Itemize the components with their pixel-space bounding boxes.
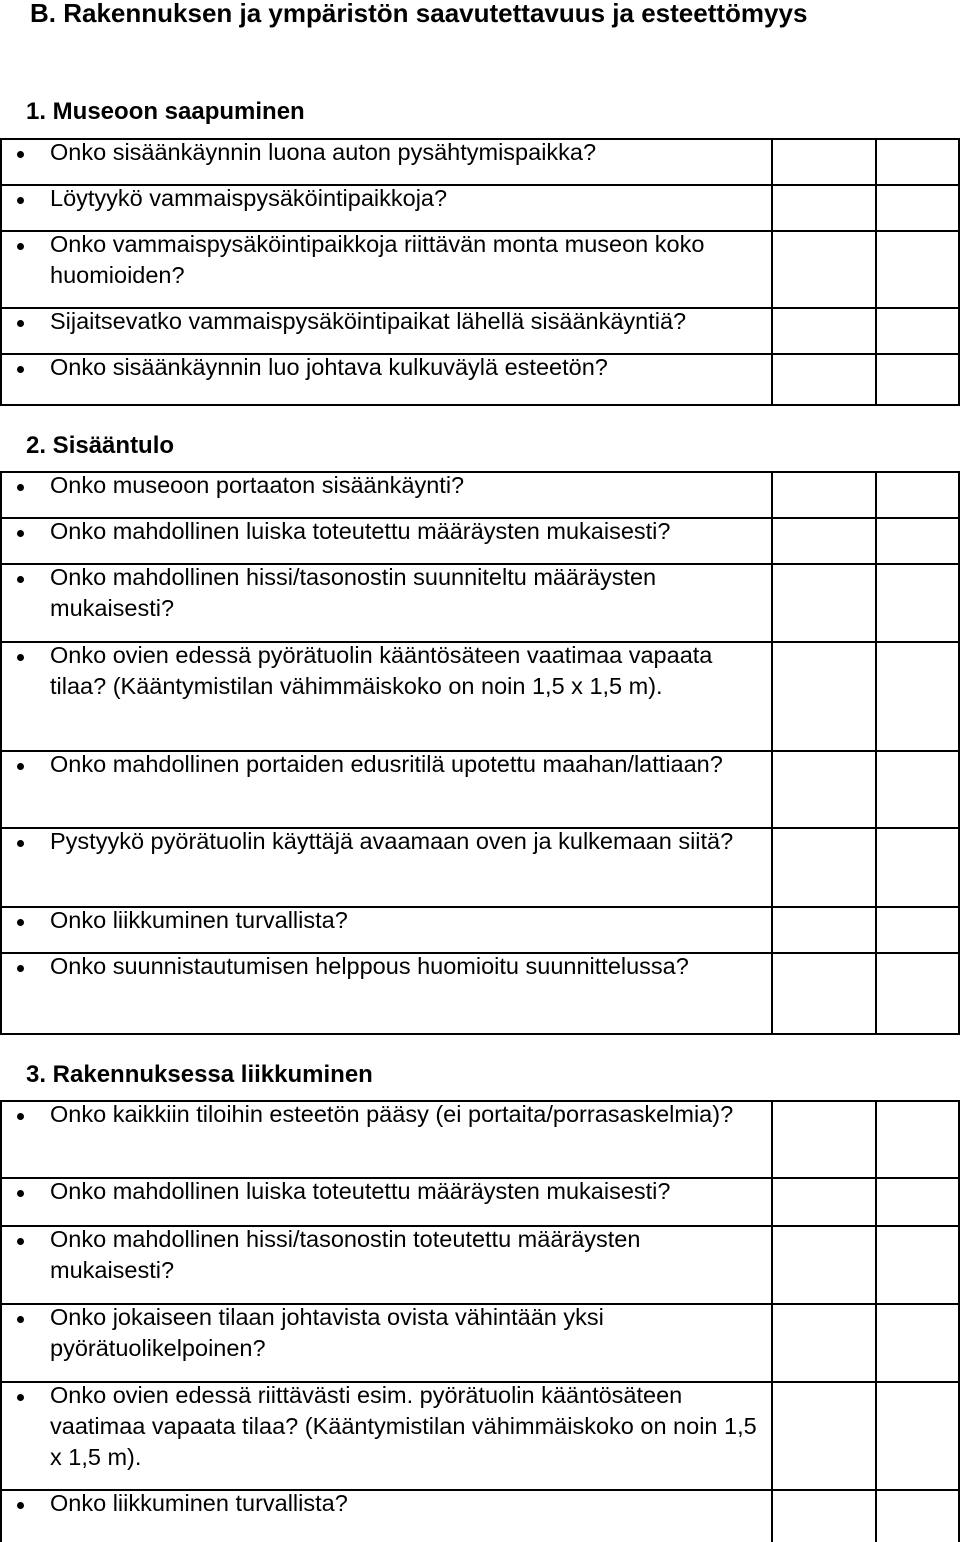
answer-cell-no[interactable] [877, 355, 958, 404]
section-heading-2: 2. Sisääntulo [26, 432, 175, 459]
bullet-icon [17, 1238, 24, 1245]
answer-cell-yes[interactable] [773, 908, 877, 952]
answer-cell-no[interactable] [877, 519, 958, 563]
answer-cell-no[interactable] [877, 1305, 958, 1381]
section-heading-3: 3. Rakennuksessa liikkuminen [26, 1061, 373, 1088]
answer-cell-no[interactable] [877, 186, 958, 230]
checklist-row: Onko ovien edessä riittävästi esim. pyörätuolin kääntösäteen vaatimaa vapaata tilaa? (Kääntymistilan vähimmäiskoko on noin 1,5 x 1,5 m). [2, 1383, 958, 1489]
answer-cell-yes[interactable] [773, 186, 877, 230]
checklist-row: Onko kaikkiin tiloihin esteetön pääsy (ei portaita/porrasaskelmia)? [2, 1102, 958, 1177]
checklist-row: Onko vammaispysäköintipaikkoja riittävän monta museon koko huomioiden? [2, 232, 958, 307]
answer-cell-no[interactable] [877, 752, 958, 827]
checklist-row: Löytyykö vammaispysäköintipaikkoja? [2, 186, 958, 230]
answer-cell-no[interactable] [877, 565, 958, 641]
checklist-row: Pystyykö pyörätuolin käyttäjä avaamaan oven ja kulkemaan siitä? [2, 829, 958, 906]
checklist-row: Onko mahdollinen luiska toteutettu määräysten mukaisesti? [2, 519, 958, 563]
answer-cell-yes[interactable] [773, 565, 877, 641]
answer-cell-no[interactable] [877, 643, 958, 750]
checklist-row: Sijaitsevatko vammaispysäköintipaikat lähellä sisäänkäyntiä? [2, 309, 958, 353]
checklist-row: Onko liikkuminen turvallista? [2, 1491, 958, 1542]
bullet-icon [17, 197, 24, 204]
answer-cell-yes[interactable] [773, 232, 877, 307]
answer-cell-yes[interactable] [773, 752, 877, 827]
answer-cell-no[interactable] [877, 829, 958, 906]
bullet-icon [17, 654, 24, 661]
answer-cell-no[interactable] [877, 1491, 958, 1542]
bullet-icon [17, 151, 24, 158]
checklist-row: Onko mahdollinen luiska toteutettu määräysten mukaisesti? [2, 1179, 958, 1225]
checklist-row: Onko suunnistautumisen helppous huomioitu suunnittelussa? [2, 954, 958, 1033]
bullet-icon [17, 840, 24, 847]
answer-cell-yes[interactable] [773, 519, 877, 563]
bullet-icon [17, 1502, 24, 1509]
page-title: B. Rakennuksen ja ympäristön saavutettavuus ja esteettömyys [30, 0, 808, 28]
answer-cell-no[interactable] [877, 1227, 958, 1303]
bullet-icon [17, 484, 24, 491]
bullet-icon [17, 965, 24, 972]
bullet-icon [17, 919, 24, 926]
checklist-row: Onko sisäänkäynnin luo johtava kulkuväylä esteetön? [2, 355, 958, 404]
checklist-row: Onko mahdollinen portaiden edusritilä upotettu maahan/lattiaan? [2, 752, 958, 827]
answer-cell-yes[interactable] [773, 355, 877, 404]
checklist-row: Onko liikkuminen turvallista? [2, 908, 958, 952]
answer-cell-no[interactable] [877, 232, 958, 307]
answer-cell-no[interactable] [877, 309, 958, 353]
checklist-row: Onko jokaiseen tilaan johtavista ovista vähintään yksi pyörätuolikelpoinen? [2, 1305, 958, 1381]
answer-cell-yes[interactable] [773, 473, 877, 517]
section-heading-1: 1. Museoon saapuminen [26, 98, 305, 125]
bullet-icon [17, 1394, 24, 1401]
checklist-row: Onko mahdollinen hissi/tasonostin toteutettu määräysten mukaisesti? [2, 1227, 958, 1303]
bullet-icon [17, 1190, 24, 1197]
answer-cell-no[interactable] [877, 473, 958, 517]
bullet-icon [17, 1316, 24, 1323]
answer-cell-yes[interactable] [773, 954, 877, 1033]
answer-cell-yes[interactable] [773, 643, 877, 750]
checklist-row: Onko museoon portaaton sisäänkäynti? [2, 473, 958, 517]
answer-cell-no[interactable] [877, 1179, 958, 1225]
answer-cell-yes[interactable] [773, 140, 877, 184]
answer-cell-yes[interactable] [773, 1491, 877, 1542]
answer-cell-no[interactable] [877, 1383, 958, 1489]
bullet-icon [17, 320, 24, 327]
answer-cell-no[interactable] [877, 140, 958, 184]
checklist-row: Onko ovien edessä pyörätuolin kääntösäteen vaatimaa vapaata tilaa? (Kääntymistilan vähimmäiskoko on noin 1,5 x 1,5 m). [2, 643, 958, 750]
answer-cell-yes[interactable] [773, 309, 877, 353]
bullet-icon [17, 366, 24, 373]
answer-cell-no[interactable] [877, 908, 958, 952]
bullet-icon [17, 763, 24, 770]
answer-cell-yes[interactable] [773, 1383, 877, 1489]
answer-cell-yes[interactable] [773, 1102, 877, 1177]
bullet-icon [17, 530, 24, 537]
checklist-row: Onko mahdollinen hissi/tasonostin suunniteltu määräysten mukaisesti? [2, 565, 958, 641]
answer-cell-no[interactable] [877, 954, 958, 1033]
answer-cell-yes[interactable] [773, 1227, 877, 1303]
answer-cell-yes[interactable] [773, 1179, 877, 1225]
answer-cell-yes[interactable] [773, 829, 877, 906]
checklist-row: Onko sisäänkäynnin luona auton pysähtymispaikka? [2, 140, 958, 184]
bullet-icon [17, 243, 24, 250]
answer-cell-no[interactable] [877, 1102, 958, 1177]
bullet-icon [17, 576, 24, 583]
answer-cell-yes[interactable] [773, 1305, 877, 1381]
bullet-icon [17, 1113, 24, 1120]
